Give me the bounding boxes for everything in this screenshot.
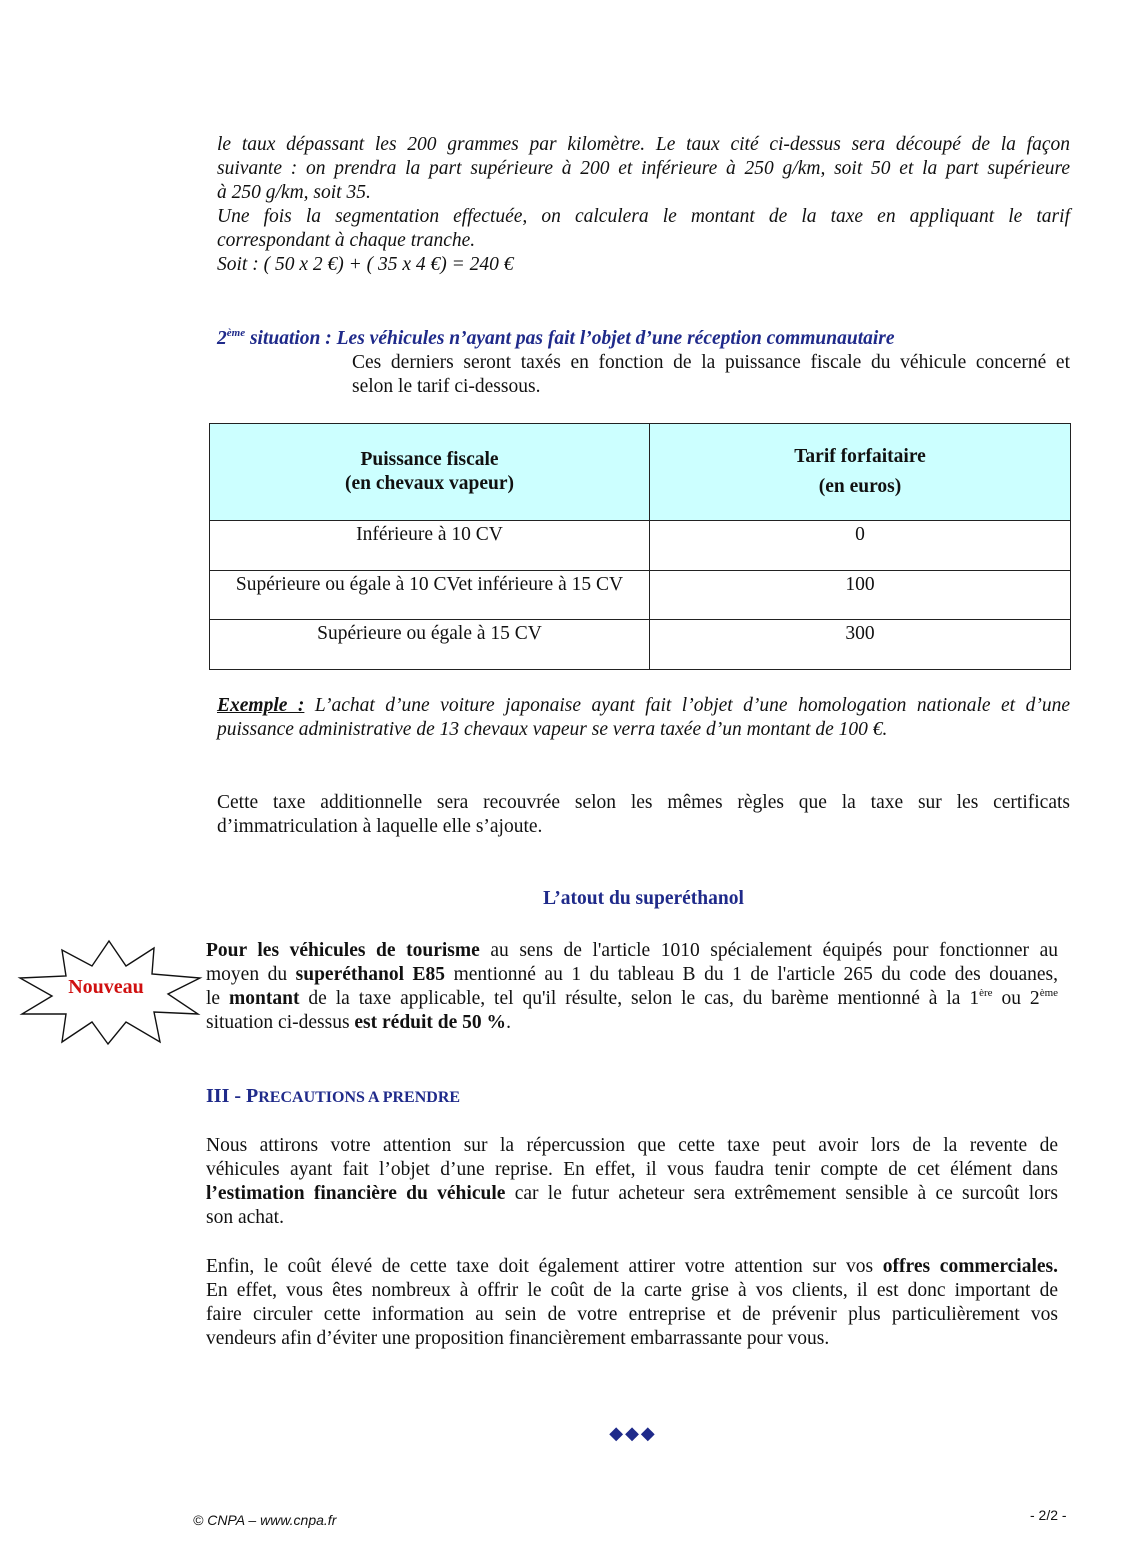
header-power-line-1: Puissance fiscale [360, 449, 499, 470]
example-line-2: puissance administrative de 13 chevaux vapeur se verra taxée d’un montant de 100 €. [217, 719, 888, 740]
tariff-table [209, 423, 1071, 670]
table-row [210, 620, 1071, 670]
superethanol-heading: L’atout du superéthanol [543, 888, 744, 909]
additional-tax-paragraph [217, 791, 1070, 839]
superethanol-line-1: Pour les véhicules de tourisme au sens de l'article 1010 spécialement équipés pour fonctionner au [206, 940, 1059, 961]
precautions-paragraph-1 [206, 1134, 1058, 1230]
intro-line-5: correspondant à chaque tranche. [217, 230, 476, 251]
precautions-p2-line-3: faire circuler cette information au sein de votre entreprise et de prévenir plus particulièrement vos [206, 1304, 1058, 1325]
intro-line-4: Une fois la segmentation effectuée, on calculera le montant de la taxe en appliquant le tarif [217, 206, 1070, 227]
table-row [210, 521, 1071, 571]
additional-tax-line-2: d’immatriculation à laquelle elle s’ajoute. [217, 816, 543, 837]
table-cell-tariff: 300 [650, 620, 1071, 670]
footer-copyright: © CNPA – www.cnpa.fr [193, 1512, 337, 1528]
precautions-p2-line-1: Enfin, le coût élevé de cette taxe doit également attirer votre attention sur vos offres commerciales. [206, 1256, 1058, 1277]
situation2-title: situation : Les véhicules n’ayant pas fait l’objet d’une réception communautaire [245, 328, 895, 349]
separator-diamonds: ◆◆◆ [609, 1423, 657, 1444]
intro-line-3: à 250 g/km, soit 35. [217, 182, 371, 203]
superethanol-line-3: le montant de la taxe applicable, tel qu'il résulte, selon le cas, du barème mentionné à la 1ère ou 2ème [206, 987, 1059, 1009]
table-row [210, 571, 1071, 620]
situation2-number: 2 [217, 328, 227, 349]
precautions-heading: III - PRECAUTIONS A PRENDRE [206, 1085, 461, 1107]
situation2-sup: ème [226, 327, 246, 339]
nouveau-badge-label: Nouveau [68, 976, 144, 998]
precautions-p1-line-3: l’estimation financière du véhicule car le futur acheteur sera extrêmement sensible à ce surcoût lors [206, 1183, 1058, 1204]
example-label: Exemple : [217, 695, 305, 716]
example-line-1: Exemple : L’achat d’une voiture japonaise ayant fait l’objet d’une homologation nationale et d’une [217, 695, 1070, 716]
superethanol-paragraph [206, 939, 1058, 1035]
header-power-line-2: (en chevaux vapeur) [345, 473, 514, 494]
table-cell-tariff: 0 [650, 521, 1071, 571]
table-cell-power: Inférieure à 10 CV [210, 521, 650, 571]
situation2-heading [217, 327, 895, 351]
intro-line-1: le taux dépassant les 200 grammes par kilomètre. Le taux cité ci-dessus sera découpé de la façon [217, 134, 1070, 155]
table-header-tariff [650, 424, 1071, 521]
table-header-power [210, 424, 650, 521]
intro-formula: Soit : ( 50 x 2 €) + ( 35 x 4 €) = 240 € [217, 254, 514, 275]
superethanol-line-2: moyen du superéthanol E85 mentionné au 1 du tableau B du 1 de l'article 265 du code des douanes, [206, 964, 1058, 985]
situation2-body-line-2: selon le tarif ci-dessous. [352, 376, 541, 397]
precautions-p2-line-2: En effet, vous êtes nombreux à offrir le coût de la carte grise à vos clients, il est donc important de [206, 1280, 1058, 1301]
table-cell-power: Supérieure ou égale à 15 CV [210, 620, 650, 670]
situation2-body-line-1: Ces derniers seront taxés en fonction de la puissance fiscale du véhicule concerné et [352, 352, 1070, 373]
precautions-p2-line-4: vendeurs afin d’éviter une proposition financièrement embarrassante pour vous. [206, 1328, 830, 1349]
precautions-paragraph-2 [206, 1255, 1058, 1351]
table-cell-power: Supérieure ou égale à 10 CVet inférieure à 15 CV [210, 571, 650, 620]
precautions-p1-line-4: son achat. [206, 1207, 284, 1228]
situation2-body [352, 351, 1070, 399]
precautions-p1-line-2: véhicules ayant fait l’objet d’une reprise. En effet, il vous faudra tenir compte de cet élément dans [206, 1159, 1058, 1180]
footer-page-number: - 2/2 - [1030, 1507, 1067, 1523]
additional-tax-line-1: Cette taxe additionnelle sera recouvrée selon les mêmes règles que la taxe sur les certificats [217, 792, 1070, 813]
header-tariff-line-1: Tarif forfaitaire [794, 446, 926, 467]
intro-paragraph [217, 133, 1070, 277]
precautions-p1-line-1: Nous attirons votre attention sur la répercussion que cette taxe peut avoir lors de la revente de [206, 1135, 1058, 1156]
header-tariff-line-2: (en euros) [818, 476, 902, 497]
intro-line-2: suivante : on prendra la part supérieure à 200 et inférieure à 250 g/km, soit 50 et la part supérieure [217, 158, 1070, 179]
table-header-row [210, 424, 1071, 521]
table-cell-tariff: 100 [650, 571, 1071, 620]
superethanol-line-4: situation ci-dessus est réduit de 50 %. [206, 1012, 511, 1033]
example-paragraph [217, 694, 1070, 742]
